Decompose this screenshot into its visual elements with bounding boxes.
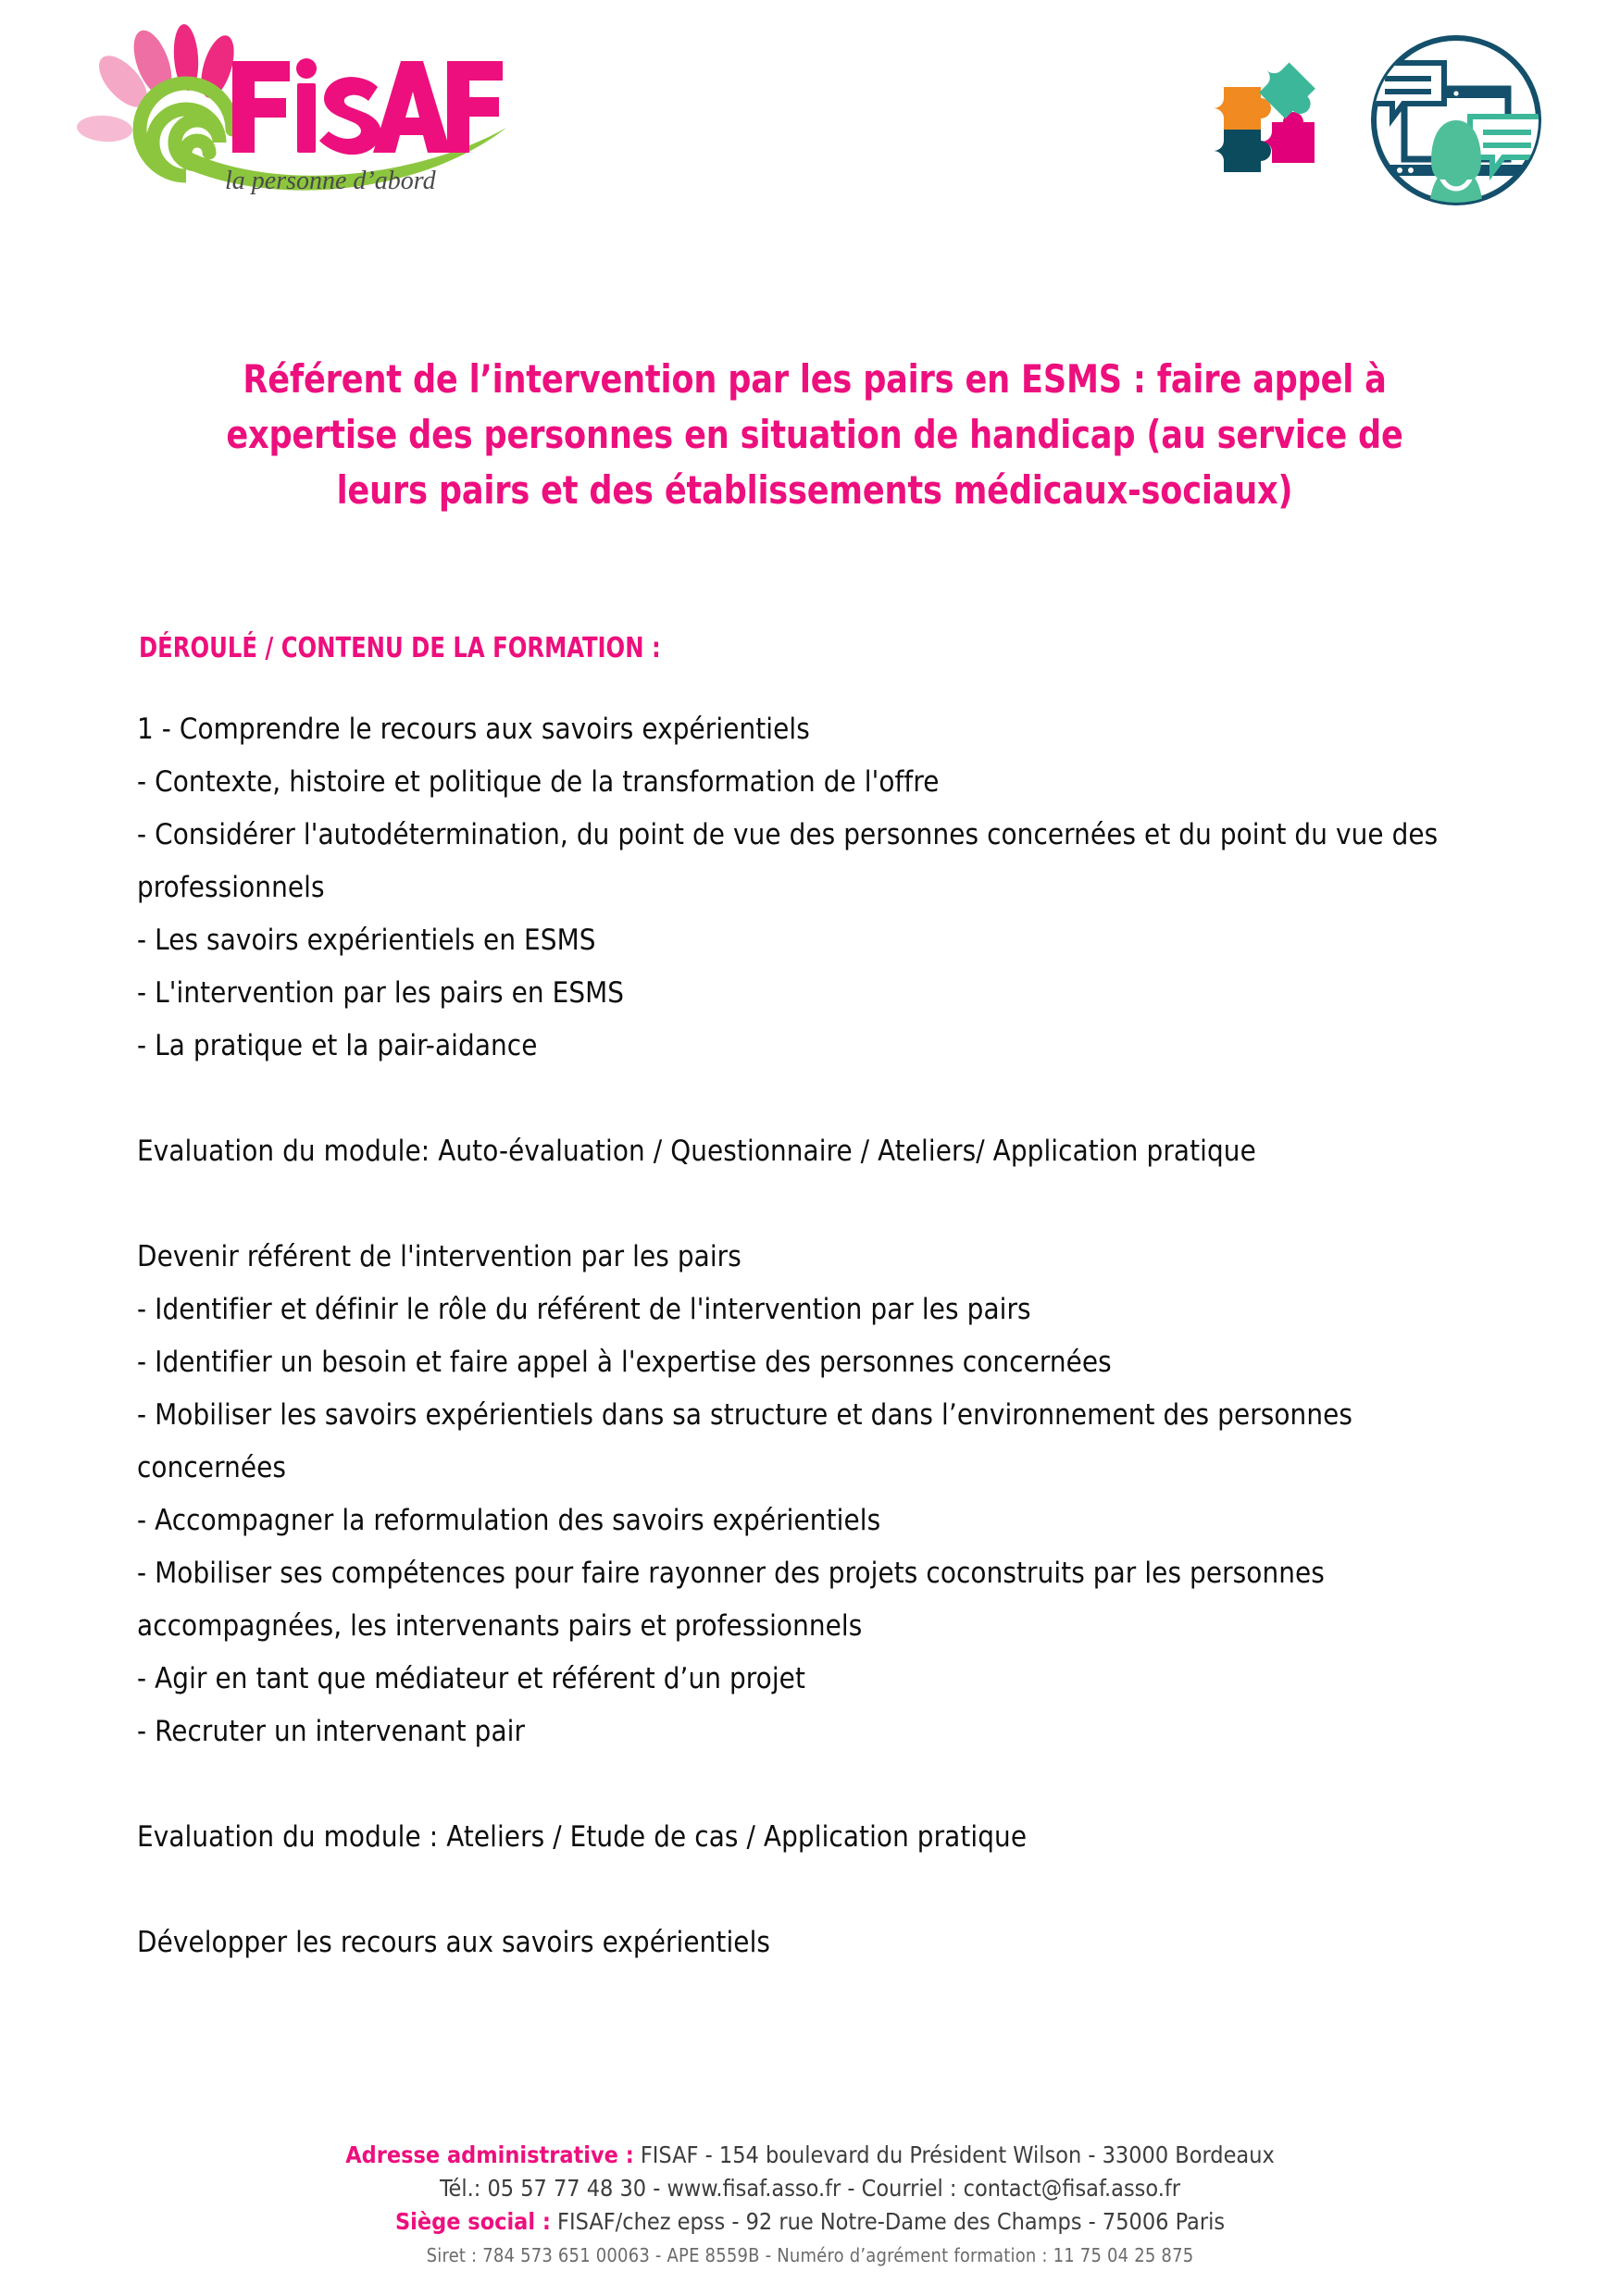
page-title: Référent de l’intervention par les pairs en ESMS : faire appel à expertise des personnes en situation de handicap (au service de leurs pairs et des établissements médicaux-sociaux) xyxy=(226,356,1403,514)
content-line: - La pratique et la pair-aidance xyxy=(137,1029,538,1062)
footer-siege-label: Siège social : xyxy=(394,2208,551,2235)
footer-address-line xyxy=(0,2139,1620,2172)
content-line: - Les savoirs expérientiels en ESMS xyxy=(137,924,596,957)
page-footer xyxy=(0,2139,1620,2272)
content-block-module-2 xyxy=(137,1231,1470,1758)
e-learning-person-icon xyxy=(1361,31,1551,213)
section-heading-deroule: DÉROULÉ / CONTENU DE LA FORMATION : xyxy=(139,631,661,664)
content-line: - Recruter un intervenant pair xyxy=(137,1715,526,1748)
formation-content xyxy=(137,703,1470,1969)
content-line: Développer les recours aux savoirs expérientiels xyxy=(137,1926,771,1959)
fisaf-logo xyxy=(51,20,514,196)
footer-address-value: FISAF - 154 boulevard du Président Wilson - 33000 Bordeaux xyxy=(633,2141,1275,2168)
content-line: - Mobiliser ses compétences pour faire rayonner des projets coconstruits par les personnes accompagnées, les intervenants pairs et professionnels xyxy=(137,1557,1333,1643)
paragraph-gap xyxy=(137,1178,1470,1231)
content-line: 1 - Comprendre le recours aux savoirs expérientiels xyxy=(137,713,810,746)
content-line: Evaluation du module: Auto-évaluation / Questionnaire / Ateliers/ Application pratique xyxy=(137,1135,1256,1168)
footer-contact-line: Tél.: 05 57 77 48 30 - www.fisaf.asso.fr - Courriel : contact@fisaf.asso.fr xyxy=(440,2175,1180,2202)
content-line: - Identifier et définir le rôle du référent de l'intervention par les pairs xyxy=(137,1293,1031,1326)
content-line: Evaluation du module : Ateliers / Etude de cas / Application pratique xyxy=(137,1820,1028,1854)
content-line: - Accompagner la reformulation des savoirs expérientiels xyxy=(137,1504,881,1537)
page-header xyxy=(0,0,1620,278)
logo-wordmark xyxy=(232,58,503,155)
footer-legal-line: Siret : 784 573 651 00063 - APE 8559B - Numéro d’agrément formation : 11 75 04 25 875 xyxy=(426,2244,1194,2266)
footer-siege-line xyxy=(0,2205,1620,2239)
footer-address-label: Adresse administrative : xyxy=(345,2141,634,2168)
logo-spiral xyxy=(140,83,232,176)
content-line: - Considérer l'autodétermination, du point de vue des personnes concernées et du point du vue des professionnels xyxy=(137,818,1447,904)
content-line: - Contexte, histoire et politique de la transformation de l'offre xyxy=(137,765,940,799)
content-line: - Agir en tant que médiateur et référent d’un projet xyxy=(137,1662,805,1695)
puzzle-pieces-icon xyxy=(1202,52,1331,181)
footer-siege-value: FISAF/chez epss - 92 rue Notre-Dame des Champs - 75006 Paris xyxy=(550,2208,1226,2235)
content-line: - Mobiliser les savoirs expérientiels dans sa structure et dans l’environnement des personnes concernées xyxy=(137,1398,1361,1484)
content-line: Devenir référent de l'intervention par les pairs xyxy=(137,1240,741,1273)
paragraph-gap xyxy=(137,1864,1470,1917)
content-block-module-1 xyxy=(137,703,1470,1073)
paragraph-gap xyxy=(137,1073,1470,1125)
header-icon-group xyxy=(1202,31,1590,198)
logo-tagline: la personne d’abord xyxy=(225,167,436,195)
content-block-module-3 xyxy=(137,1917,1470,1969)
content-block-evaluation-2 xyxy=(137,1811,1470,1864)
content-block-evaluation-1 xyxy=(137,1125,1470,1178)
content-line: - L'intervention par les pairs en ESMS xyxy=(137,976,625,1010)
paragraph-gap xyxy=(137,1758,1470,1811)
content-line: - Identifier un besoin et faire appel à l'expertise des personnes concernées xyxy=(137,1346,1112,1379)
